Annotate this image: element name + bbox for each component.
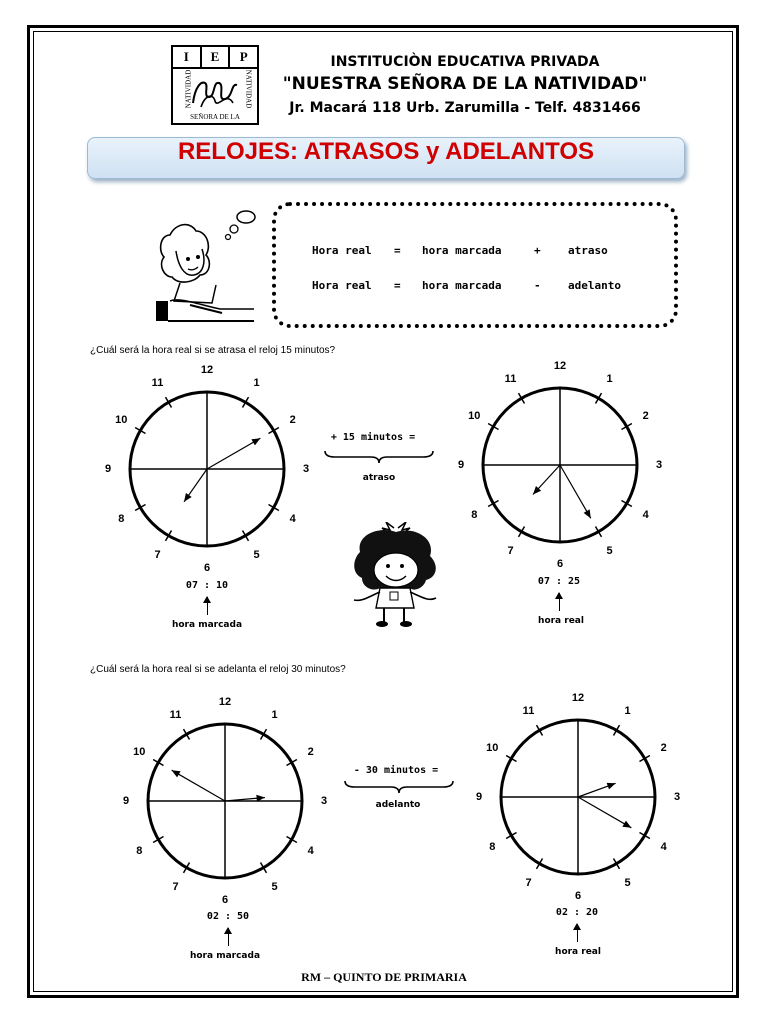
clock-real-1 — [453, 358, 667, 572]
clock-number: 12 — [571, 692, 585, 704]
arrow-up-icon — [228, 928, 229, 946]
arrow-up-icon — [207, 597, 208, 615]
clock-number: 6 — [203, 562, 211, 574]
formula-term: hora marcada — [422, 244, 502, 257]
operation-2: - 30 minutos = — [353, 765, 439, 776]
clock-number: 1 — [624, 705, 631, 718]
formula-term: adelanto — [568, 279, 621, 292]
clock-number: 2 — [642, 409, 649, 422]
clock-real-2 — [471, 690, 685, 904]
clock-number: 1 — [606, 373, 613, 386]
clock-number: 4 — [307, 844, 314, 857]
logo-side-text-right: NATIVIDAD — [243, 69, 252, 109]
clock-number: 5 — [271, 880, 278, 893]
clock-number: 2 — [289, 413, 296, 426]
question-2: ¿Cuál será la hora real si se adelanta el reloj 30 minutos? — [90, 664, 346, 675]
arrow-up-icon — [577, 924, 578, 942]
clock-number: 6 — [574, 890, 582, 902]
formula-box — [272, 202, 678, 328]
clock-number: 2 — [307, 745, 314, 758]
formula-term: hora marcada — [422, 279, 502, 292]
clock-number: 7 — [507, 544, 514, 557]
formula-term: Hora real — [312, 279, 372, 292]
clock-face — [471, 690, 685, 904]
institution-type: INSTITUCIÒN EDUCATIVA PRIVADA — [330, 54, 600, 70]
logo-side-text-left: NATIVIDAD — [184, 69, 193, 109]
clock-number: 11 — [151, 377, 164, 390]
girl-illustration — [340, 522, 450, 632]
clock-number: 8 — [136, 844, 143, 857]
clock-number: 4 — [642, 508, 649, 521]
caption-marked-1: hora marcada — [171, 620, 243, 630]
institution-address: Jr. Macará 118 Urb. Zarumilla - Telf. 4831466 — [289, 100, 641, 116]
clock-face — [118, 694, 332, 908]
time-real-1: 07 : 25 — [537, 576, 581, 587]
caption-real-2: hora real — [555, 947, 601, 957]
logo-monogram — [187, 73, 245, 111]
brace-1 — [323, 449, 435, 465]
clock-number: 12 — [200, 364, 214, 376]
formula-operator: - — [534, 279, 541, 292]
page-title: RELOJES: ATRASOS y ADELANTOS — [87, 137, 685, 179]
clock-face — [100, 362, 314, 576]
formula-term: atraso — [568, 244, 608, 257]
clock-number: 1 — [253, 377, 260, 390]
clock-number: 4 — [289, 512, 296, 525]
clock-number: 7 — [525, 876, 532, 889]
clock-number: 7 — [154, 548, 161, 561]
question-1: ¿Cuál será la hora real si se atrasa el reloj 15 minutos? — [90, 345, 336, 356]
clock-number: 10 — [133, 745, 146, 758]
time-real-2: 02 : 20 — [555, 907, 599, 918]
clock-number: 2 — [660, 741, 667, 754]
caption-real-1: hora real — [538, 616, 584, 626]
clock-number: 8 — [471, 508, 478, 521]
clock-number: 12 — [218, 696, 232, 708]
clock-number: 3 — [673, 791, 681, 803]
clock-number: 1 — [271, 709, 278, 722]
thinking-person-illustration — [150, 205, 260, 325]
clock-number: 11 — [169, 709, 182, 722]
time-marked-2: 02 : 50 — [206, 911, 250, 922]
clock-number: 6 — [221, 894, 229, 906]
clock-number: 9 — [122, 795, 130, 807]
operation-1: + 15 minutos = — [330, 432, 416, 443]
arrow-up-icon — [559, 593, 560, 611]
clock-number: 7 — [172, 880, 179, 893]
logo-letter-i: I — [173, 47, 202, 67]
clock-number: 5 — [606, 544, 613, 557]
clock-number: 3 — [320, 795, 328, 807]
logo-footer-text: SEÑORA DE LA — [190, 113, 240, 121]
formula-equals: = — [394, 279, 401, 292]
formula-operator: + — [534, 244, 541, 257]
institution-name: "NUESTRA SEÑORA DE LA NATIVIDAD" — [282, 74, 648, 94]
clock-number: 5 — [253, 548, 260, 561]
clock-number: 10 — [468, 409, 481, 422]
clock-face — [453, 358, 667, 572]
clock-number: 4 — [660, 840, 667, 853]
clock-number: 11 — [522, 705, 535, 718]
clock-number: 12 — [553, 360, 567, 372]
brace-2 — [343, 779, 455, 795]
clock-number: 9 — [457, 459, 465, 471]
operation-label-1: atraso — [362, 473, 396, 483]
clock-number: 3 — [655, 459, 663, 471]
clock-marked-1 — [100, 362, 314, 576]
clock-number: 10 — [115, 413, 128, 426]
operation-label-2: adelanto — [375, 800, 421, 810]
time-marked-1: 07 : 10 — [185, 580, 229, 591]
clock-number: 9 — [104, 463, 112, 475]
clock-marked-2 — [118, 694, 332, 908]
clock-number: 3 — [302, 463, 310, 475]
clock-number: 9 — [475, 791, 483, 803]
footer-text: RM – QUINTO DE PRIMARIA — [301, 970, 467, 984]
logo-letter-p: P — [239, 49, 248, 64]
caption-marked-2: hora marcada — [189, 951, 261, 961]
clock-number: 10 — [486, 741, 499, 754]
logo-letter-e: E — [202, 47, 231, 67]
clock-number: 6 — [556, 558, 564, 570]
school-logo — [171, 45, 259, 125]
clock-number: 11 — [504, 373, 517, 386]
clock-number: 8 — [489, 840, 496, 853]
formula-equals: = — [394, 244, 401, 257]
clock-number: 5 — [624, 876, 631, 889]
formula-term: Hora real — [312, 244, 372, 257]
clock-number: 8 — [118, 512, 125, 525]
